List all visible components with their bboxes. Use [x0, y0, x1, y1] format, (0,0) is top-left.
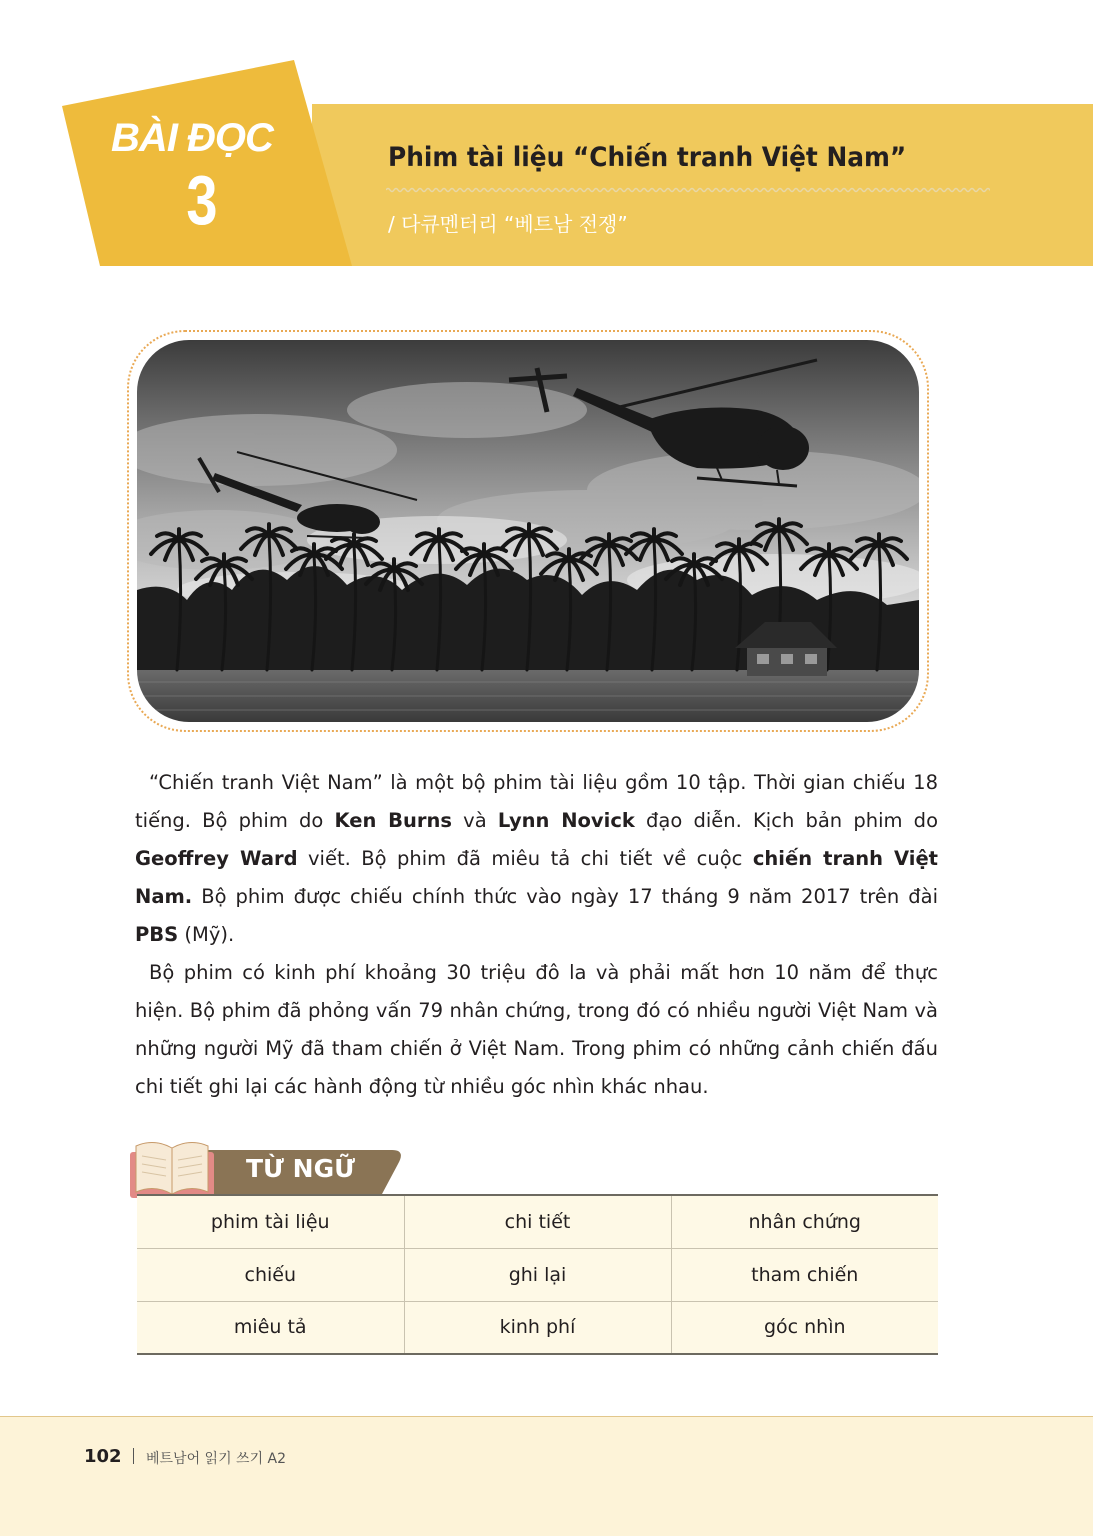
title-divider: [386, 186, 990, 194]
vocabulary-table: [137, 1194, 938, 1355]
header-band: [312, 104, 1093, 266]
lesson-title: Phim tài liệu “Chiến tranh Việt Nam”: [388, 142, 907, 173]
vocab-cell: chi tiết: [404, 1195, 671, 1248]
vocab-cell: góc nhìn: [671, 1301, 938, 1354]
reading-passage: [135, 764, 938, 1106]
table-row: [137, 1301, 938, 1354]
vocab-cell: chiếu: [137, 1248, 404, 1301]
lesson-subtitle: / 다큐멘터리 “베트남 전쟁”: [388, 212, 628, 236]
lesson-badge: [62, 60, 352, 266]
reading-paragraph-1: “Chiến tranh Việt Nam” là một bộ phim tài liệu gồm 10 tập. Thời gian chiếu 18 tiếng. Bộ phim do Ken Burns và Lynn Novick đạo diễn. Kịch bản phim do Geoffrey Ward viết. Bộ phim đã miêu tả chi tiết về cuộc chiến tranh Việt Nam. Bộ phim được chiếu chính thức vào ngày 17 tháng 9 năm 2017 trên đài PBS (Mỹ).: [135, 771, 938, 946]
vocab-cell: ghi lại: [404, 1248, 671, 1301]
vocab-cell: nhân chứng: [671, 1195, 938, 1248]
vocab-cell: kinh phí: [404, 1301, 671, 1354]
table-row: [137, 1248, 938, 1301]
table-row: [137, 1195, 938, 1248]
vocabulary-title: TỪ NGỮ: [246, 1154, 355, 1183]
page-footer: [0, 1416, 1093, 1536]
helicopters-over-palm-trees-photo: [137, 340, 919, 722]
vocab-cell: phim tài liệu: [137, 1195, 404, 1248]
vocab-cell: miêu tả: [233, 1316, 307, 1339]
reading-paragraph-2: Bộ phim có kinh phí khoảng 30 triệu đô la và phải mất hơn 10 năm để thực hiện. Bộ phim đã phỏng vấn 79 nhân chứng, trong đó có nhiều người Việt Nam và những người Mỹ đã tham chiến ở Việt Nam. Trong phim có những cảnh chiến đấu chi tiết ghi lại các hành động từ nhiều góc nhìn khác nhau.: [135, 961, 938, 1098]
page-number: 102: [84, 1446, 122, 1467]
badge-number: 3: [186, 161, 218, 239]
book-name: 베트남어 읽기 쓰기 A2: [146, 1451, 287, 1467]
footer-divider: [133, 1448, 134, 1464]
badge-label: BÀI ĐỌC: [111, 116, 273, 160]
vocab-cell: tham chiến: [671, 1248, 938, 1301]
